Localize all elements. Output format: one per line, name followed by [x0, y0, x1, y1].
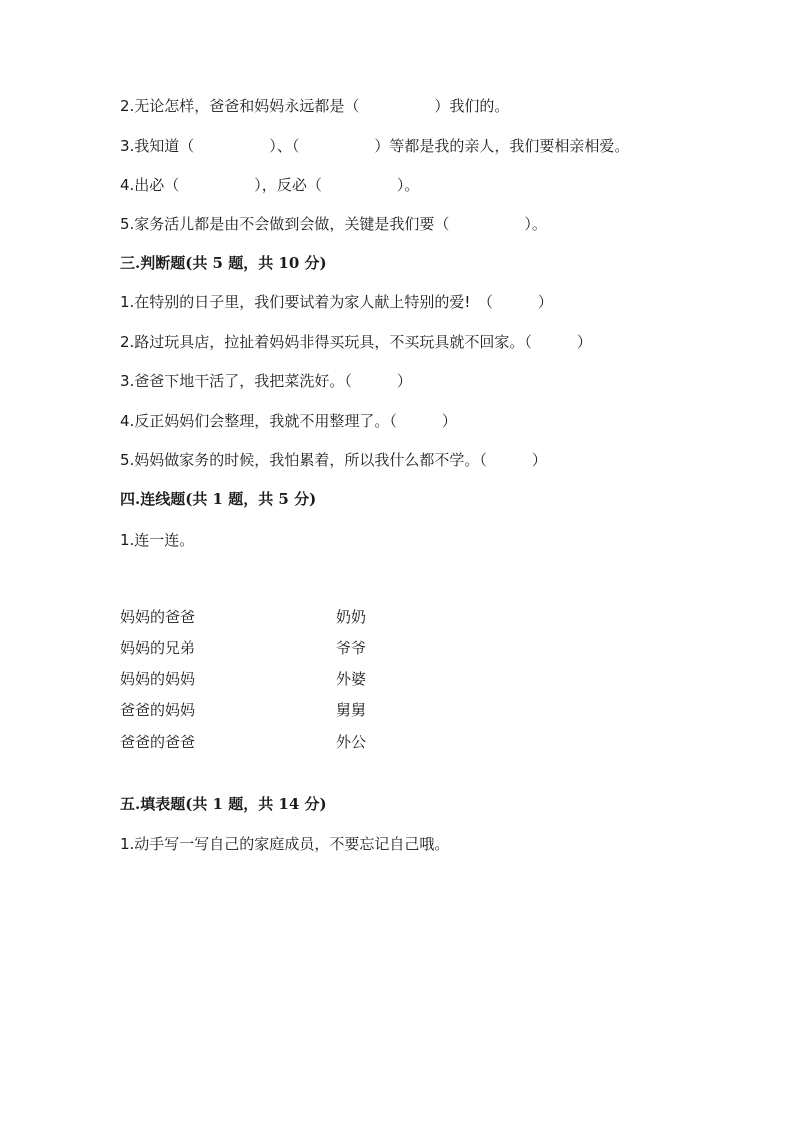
- match-right-item: 爷爷: [336, 639, 367, 657]
- judge-item-5: 5.妈妈做家务的时候，我怕累着，所以我什么都不学。（ ）: [120, 451, 547, 469]
- judge-item-1: 1.在特别的日子里，我们要试着为家人献上特别的爱! （ ）: [120, 293, 553, 311]
- match-left-item: 妈妈的爸爸: [120, 608, 196, 626]
- match-left-item: 妈妈的兄弟: [120, 639, 196, 657]
- matching-question: 1.连一连。: [120, 531, 195, 549]
- judge-item-3: 3.爸爸下地干活了，我把菜洗好。（ ）: [120, 372, 412, 390]
- section-title-matching: 四.连线题(共 1 题，共 5 分): [120, 490, 317, 508]
- fill-item-5: 5.家务活儿都是由不会做到会做，关键是我们要（ ）。: [120, 215, 547, 233]
- section-title-judgement: 三.判断题(共 5 题，共 10 分): [120, 254, 327, 272]
- fill-item-3: 3.我知道（ ）、（ ）等都是我的亲人，我们要相亲相爱。: [120, 137, 630, 155]
- match-left-item: 爸爸的妈妈: [120, 701, 196, 719]
- match-right-item: 奶奶: [336, 608, 367, 626]
- judge-item-4: 4.反正妈妈们会整理，我就不用整理了。（ ）: [120, 412, 457, 430]
- match-right-item: 舅舅: [336, 701, 367, 719]
- fill-item-4: 4.出必（ ），反必（ ）。: [120, 176, 420, 194]
- match-right-item: 外公: [336, 733, 367, 751]
- match-right-item: 外婆: [336, 670, 367, 688]
- match-left-item: 爸爸的爸爸: [120, 733, 196, 751]
- table-question: 1.动手写一写自己的家庭成员，不要忘记自己哦。: [120, 835, 450, 853]
- section-title-table: 五.填表题(共 1 题，共 14 分): [120, 795, 327, 813]
- fill-item-2: 2.无论怎样，爸爸和妈妈永远都是（ ）我们的。: [120, 97, 510, 115]
- judge-item-2: 2.路过玩具店，拉扯着妈妈非得买玩具，不买玩具就不回家。（ ）: [120, 333, 592, 351]
- match-left-item: 妈妈的妈妈: [120, 670, 196, 688]
